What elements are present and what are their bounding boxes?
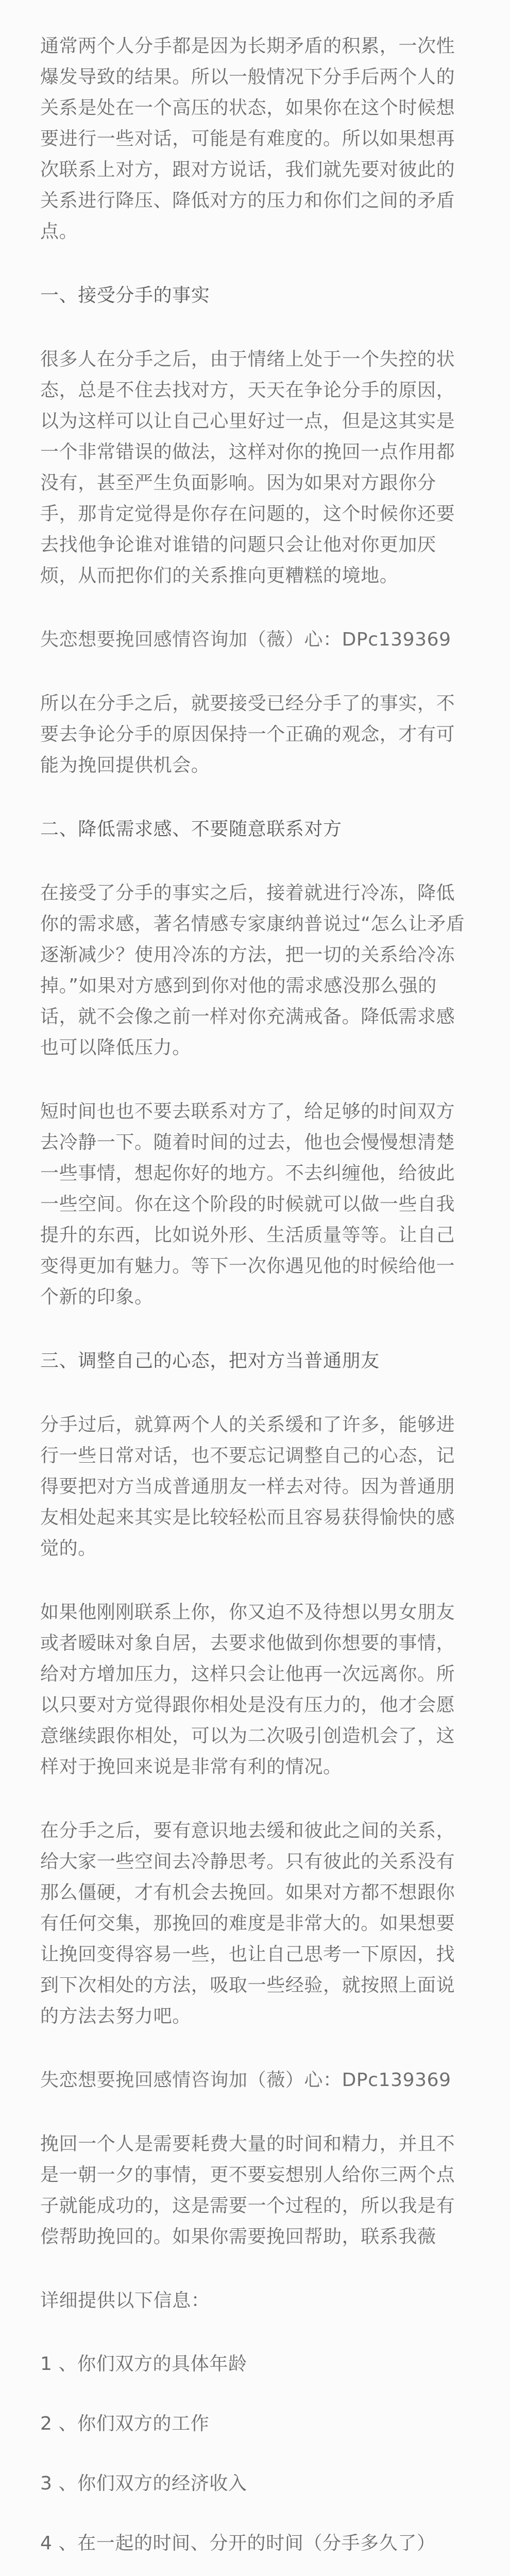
list-item: 1 、你们双方的具体年龄 [40,2353,247,2375]
body-paragraph: 如果他刚刚联系上你，你又迫不及待想以男女朋友或者暧昧对象自居，去要求他做到你想要的事情，给对方增加压力，这样只会让他再一次远离你。所以只要对方觉得跟你相处是没有压力的，他才会愿意继续跟你相处，可以为二次吸引创造机会了，这样对于挽回来说是非常有利的情况。 [40,1602,455,1777]
intro-paragraph: 通常两个人分手都是因为长期矛盾的积累，一次性爆发导致的结果。所以一般情况下分手后两个人的关系是处在一个高压的状态，如果你在这个时候想要进行一些对话，可能是有难度的。所以如果想再次联系上对方，跟对方说话，我们就先要对彼此的关系进行降压、降低对方的压力和你们之间的矛盾点。 [40,36,455,242]
body-paragraph: 挽回一个人是需要耗费大量的时间和精力，并且不是一朝一夕的事情，更不要妄想别人给你三两个点子就能成功的，这是需要一个过程的，所以我是有偿帮助挽回的。如果你需要挽回帮助，联系我薇 [40,2133,455,2247]
body-paragraph: 很多人在分手之后，由于情绪上处于一个失控的状态，总是不住去找对方，天天在争论分手的原因，以为这样可以让自己心里好过一点，但是这其实是一个非常错误的做法，这样对你的挽回一点作用都没有，甚至严生负面影响。因为如果对方跟你分手，那肯定觉得是你存在问题的，这个时候你还要去找他争论谁对谁错的问题只会让他对你更加厌烦，从而把你们的关系推向更糟糕的境地。 [40,349,455,586]
contact-line: 失恋想要挽回感情咨询加（薇）心：DPc139369 [40,629,451,650]
section-heading-2: 二、降低需求感、不要随意联系对方 [40,819,342,840]
paragraphs [40,31,470,2316]
section-heading-3: 三、调整自己的心态，把对方当普通朋友 [40,1350,380,1371]
body-paragraph: 在分手之后，要有意识地去缓和彼此之间的关系，给大家一些空间去冷静思考。只有彼此的关系没有那么僵硬，才有机会去挽回。如果对方都不想跟你有任何交集，那挽回的难度是非常大的。如果想要让挽回变得容易一些，也让自己思考一下原因，找到下次相处的方法，吸取一些经验，就按照上面说的方法去努力吧。 [40,1820,455,2027]
body-paragraph: 在接受了分手的事实之后，接着就进行冷冻，降低你的需求感，著名情感专家康纳普说过“怎么让矛盾逐渐减少？使用冷冻的方法，把一切的关系给冷冻掉。”如果对方感到到你对他的需求感没那么强的话，就不会像之前一样对你充满戒备。降低需求感也可以降低压力。 [40,883,465,1058]
body-paragraph: 分手过后，就算两个人的关系缓和了许多，能够进行一些日常对话，也不要忘记调整自己的心态，记得要把对方当成普通朋友一样去对待。因为普通朋友相处起来其实是比较轻松而且容易获得愉快的感觉的。 [40,1414,455,1559]
list-item: 2 、你们双方的工作 [40,2413,210,2434]
list-item: 3 、你们双方的经济收入 [40,2473,247,2494]
list-item: 4 、在一起的时间、分开的时间（分手多久了） [40,2533,436,2554]
list-intro: 详细提供以下信息： [40,2290,210,2311]
info-list [40,2349,470,2576]
body-paragraph: 所以在分手之后，就要接受已经分手了的事实，不要去争论分手的原因保持一个正确的观念，才有可能为挽回提供机会。 [40,693,455,776]
contact-line: 失恋想要挽回感情咨询加（薇）心：DPc139369 [40,2070,451,2091]
section-heading-1: 一、接受分手的事实 [40,285,210,306]
note-content [40,31,470,2576]
body-paragraph: 短时间也也不要去联系对方了，给足够的时间双方去冷静一下。随着时间的过去，他也会慢慢想清楚一些事情，想起你好的地方。不去纠缠他，给彼此一些空间。你在这个阶段的时候就可以做一些自我提升的东西，比如说外形、生活质量等等。让自己变得更加有魅力。等下一次你遇见他的时候给他一个新的印象。 [40,1101,455,1308]
